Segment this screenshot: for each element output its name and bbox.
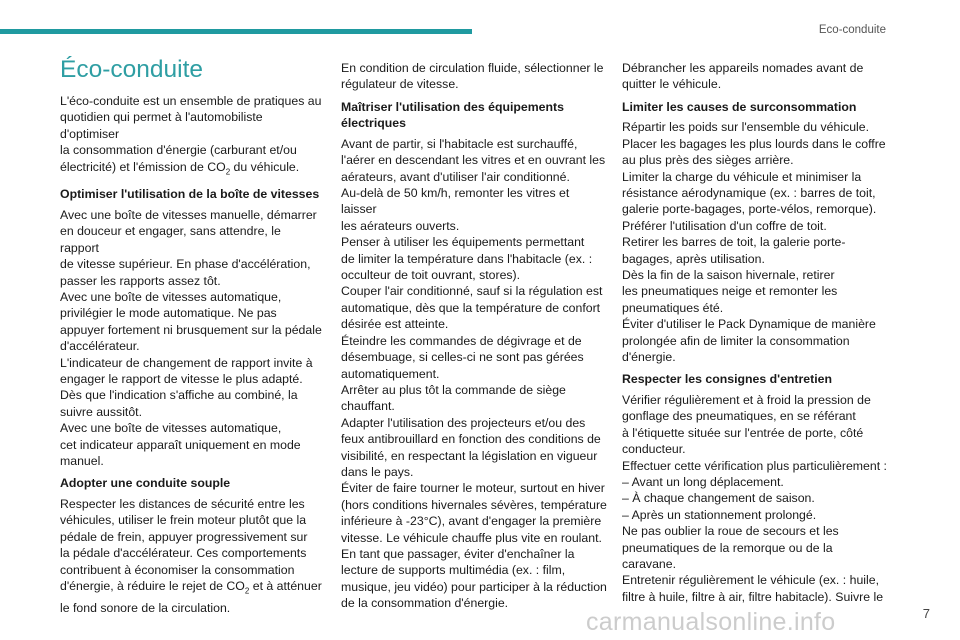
text-line: aérateurs, avant d'utiliser l'air conditionné.: [341, 169, 570, 184]
heading-overconsumption: Limiter les causes de surconsommation: [622, 99, 857, 114]
text-line: musique, jeu vidéo) pour participer à la réduction: [341, 579, 607, 594]
text-line: contribuent à économiser la consommation: [60, 562, 295, 577]
column-1: [60, 56, 322, 622]
text-line: d'accélérateur.: [60, 339, 140, 354]
text-line: dans le pays.: [341, 464, 414, 479]
text-line: automatique, dès que la température de confort: [341, 300, 601, 315]
text-line: à l'étiquette située sur l'entrée de porte, côté: [622, 425, 864, 440]
text-line: Éteindre les commandes de dégivrage et de: [341, 333, 582, 348]
text-line: au plus près des sièges arrière.: [622, 153, 794, 168]
text-line: L'éco-conduite est un ensemble de pratiques au: [60, 94, 322, 108]
text-line: le fond sonore de la circulation.: [60, 600, 231, 615]
text-line: en douceur et engager, sans attendre, le rapport: [60, 224, 281, 255]
column-2: [341, 60, 607, 618]
text-line: – Après un stationnement prolongé.: [622, 507, 817, 522]
section-header-title: Eco-conduite: [818, 24, 886, 36]
text-line: les pneumatiques neige et remonter les: [622, 284, 838, 299]
intro-paragraph: [60, 93, 322, 180]
text-line: Avant de partir, si l'habitacle est surchauffé,: [341, 136, 578, 151]
text-line: Entretenir régulièrement le véhicule (ex. : huile,: [622, 573, 879, 588]
paragraph-gearbox: [60, 207, 322, 470]
text-line: cet indicateur apparaît uniquement en mode: [60, 437, 301, 452]
page-title: Éco-conduite: [60, 56, 204, 83]
text-line: caravane.: [622, 556, 677, 571]
text-line: – À chaque changement de saison.: [622, 491, 815, 506]
text-line: Retirer les barres de toit, la galerie porte-: [622, 235, 846, 250]
paragraph-overconsumption: [622, 119, 888, 365]
text-line: feux antibrouillard en fonction des conditions de: [341, 432, 601, 447]
text-line: électricité) et l'émission de $CO_2$ du véhicule.: [60, 159, 300, 177]
text-line: Limiter la charge du véhicule et minimiser la: [622, 169, 862, 184]
text-line: d'énergie.: [622, 350, 676, 364]
text-line: chauffant.: [341, 399, 395, 414]
text-line: lecture de supports multimédia (ex. : film,: [341, 563, 566, 578]
text-line: désembuage, si celles-ci ne sont pas gérées: [341, 350, 584, 365]
text-line: de limiter la température dans l'habitacle (ex. :: [341, 251, 593, 266]
text-line: la pédale d'accélérateur. Ces comportements: [60, 546, 307, 561]
text-line: Débrancher les appareils nomades avant de: [622, 61, 864, 75]
text-line: Dès que l'indication s'affiche au combiné, la: [60, 388, 298, 403]
paragraph-maintenance: [622, 392, 888, 605]
text-line: visibilité, en respectant la législation en vigueur: [341, 448, 598, 463]
text-line: d'énergie, à réduire le rejet de $CO_2$ et à atténuer: [60, 579, 322, 596]
text-line: de vitesse supérieur. En phase d'accélération,: [60, 257, 311, 272]
text-line: la consommation d'énergie (carburant et/ou: [60, 143, 297, 158]
text-line: pneumatiques de la remorque ou de la: [622, 540, 833, 555]
text-line: Couper l'air conditionné, sauf si la régulation est: [341, 284, 603, 299]
text-line: gonflage des pneumatiques, en se référant: [622, 409, 856, 424]
text-line: Vérifier régulièrement et à froid la pression de: [622, 392, 871, 407]
text-line: (hors conditions hivernales sévères, température: [341, 497, 607, 512]
paragraph-cruise-control: [341, 60, 607, 93]
heading-maintenance: Respecter les consignes d'entretien: [622, 372, 832, 387]
text-line: Adapter l'utilisation des projecteurs et/ou des: [341, 415, 586, 430]
text-line: passer les rapports assez tôt.: [60, 273, 221, 288]
text-line: Ne pas oublier la roue de secours et les: [622, 524, 839, 539]
text-line: conducteur.: [622, 442, 686, 457]
heading-smooth-driving: Adopter une conduite souple: [60, 476, 231, 491]
text-line: désirée est atteinte.: [341, 317, 449, 332]
text-line: vitesse. Le véhicule chauffe plus vite en roulant.: [341, 530, 602, 545]
text-line: engager le rapport de vitesse le plus adapté.: [60, 372, 303, 387]
text-line: Respecter les distances de sécurité entre les: [60, 496, 305, 511]
text-line: En condition de circulation fluide, sélectionner le: [341, 61, 604, 75]
text-line: les aérateurs ouverts.: [341, 218, 460, 233]
text-line: bagages, après utilisation.: [622, 251, 765, 266]
text-line: Penser à utiliser les équipements permettant: [341, 235, 585, 250]
text-line: Préférer l'utilisation d'un coffre de toit.: [622, 218, 827, 233]
heading-gearbox: Optimiser l'utilisation de la boîte de vitesses: [60, 187, 320, 202]
watermark-text: carmanualsonline.info: [586, 608, 836, 636]
paragraph-smooth-driving: [60, 496, 322, 616]
text-line: automatiquement.: [341, 366, 440, 381]
text-line: pédale de frein, appuyer progressivement sur: [60, 529, 308, 544]
text-line: suivre aussitôt.: [60, 404, 143, 419]
text-line: quitter le véhicule.: [622, 77, 722, 92]
text-line: résistance aérodynamique (ex. : barres de toit,: [622, 185, 876, 200]
text-line: privilégier le mode automatique. Ne pas: [60, 306, 277, 321]
text-line: occulteur de toit ouvrant, stores).: [341, 268, 521, 283]
text-line: Éviter d'utiliser le Pack Dynamique de manière: [622, 317, 876, 332]
text-line: L'indicateur de changement de rapport invite à: [60, 355, 313, 370]
text-line: quotidien qui permet à l'automobiliste d'optimiser: [60, 110, 263, 141]
text-line: prolongée afin de limiter la consommation: [622, 333, 850, 348]
text-line: Répartir les poids sur l'ensemble du véhicule.: [622, 120, 870, 135]
text-line: Effectuer cette vérification plus particulièrement :: [622, 458, 887, 473]
text-line: galerie porte-bagages, porte-vélos, remorque).: [622, 202, 877, 217]
text-line: – Avant un long déplacement.: [622, 474, 784, 489]
text-line: Arrêter au plus tôt la commande de siège: [341, 382, 566, 397]
text-line: appuyer fortement ni brusquement sur la pédale: [60, 322, 322, 337]
text-line: Avec une boîte de vitesses manuelle, démarrer: [60, 207, 317, 222]
paragraph-nomadic-devices: [622, 60, 888, 93]
text-line: l'aérer en descendant les vitres et en ouvrant les: [341, 153, 606, 168]
text-line: filtre à huile, filtre à air, filtre habitacle). Suivre le: [622, 589, 884, 604]
text-line: Au-delà de 50 km/h, remonter les vitres et laisser: [341, 186, 570, 217]
text-line: manuel.: [60, 454, 104, 469]
text-line: de la consommation d'énergie.: [341, 596, 509, 611]
text-line: Placer les bagages les plus lourds dans le coffre: [622, 136, 886, 151]
paragraph-electrical-equipment: [341, 136, 607, 612]
column-3: [622, 60, 888, 611]
text-line: Dès la fin de la saison hivernale, retirer: [622, 267, 835, 282]
text-line: En tant que passager, éviter d'enchaîner la: [341, 546, 575, 561]
heading-electrical-equipment: Maîtriser l'utilisation des équipements électriques: [341, 99, 564, 131]
text-line: Avec une boîte de vitesses automatique,: [60, 290, 282, 305]
text-line: régulateur de vitesse.: [341, 77, 459, 92]
page-number: 7: [922, 606, 930, 621]
text-line: Avec une boîte de vitesses automatique,: [60, 421, 282, 436]
text-line: véhicules, utiliser le frein moteur plutôt que la: [60, 513, 307, 528]
text-line: Éviter de faire tourner le moteur, surtout en hiver: [341, 481, 605, 496]
text-line: inférieure à -23°C), avant d'engager la première: [341, 514, 602, 529]
text-line: pneumatiques été.: [622, 300, 724, 315]
header-accent-bar: [0, 29, 472, 34]
